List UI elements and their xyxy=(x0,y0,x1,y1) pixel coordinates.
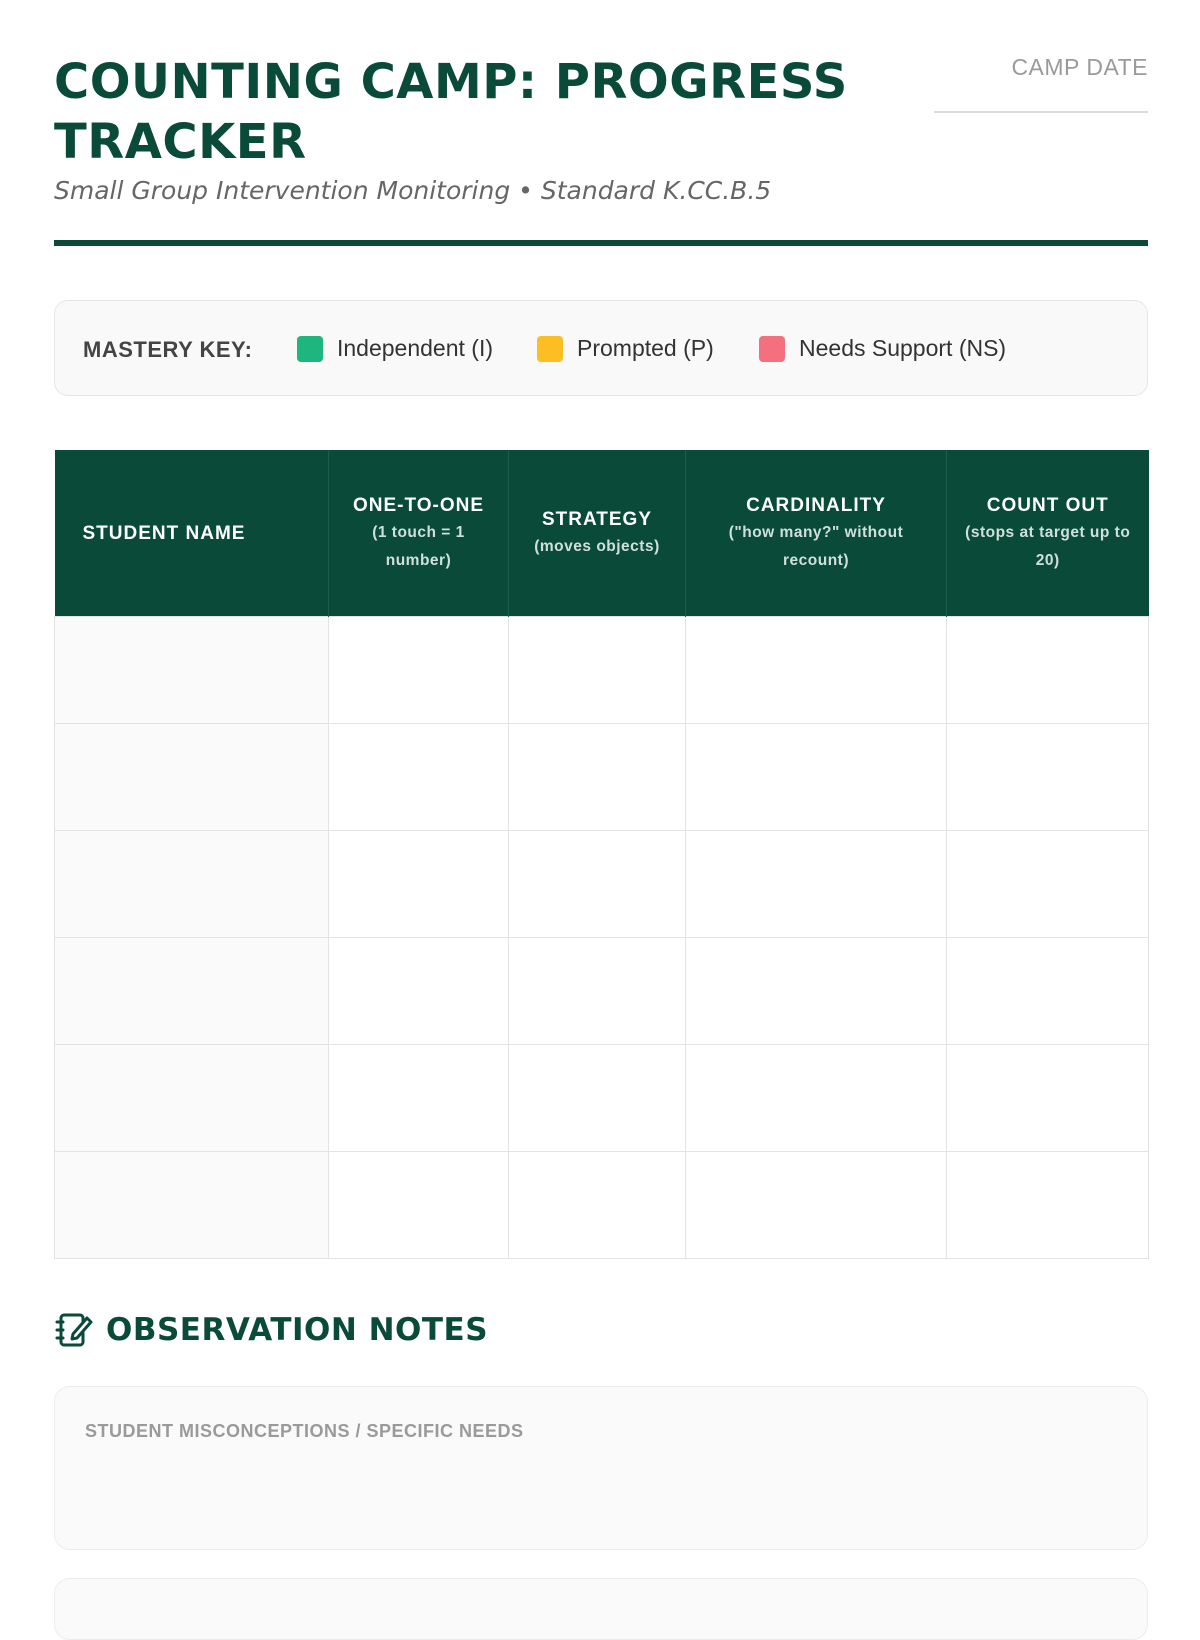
additional-notes-box[interactable] xyxy=(54,1578,1148,1640)
mastery-cell[interactable] xyxy=(686,1152,947,1259)
mastery-cell[interactable] xyxy=(947,724,1149,831)
mastery-cell[interactable] xyxy=(329,1152,509,1259)
mastery-cell[interactable] xyxy=(329,831,509,938)
mastery-cell[interactable] xyxy=(329,724,509,831)
mastery-cell[interactable] xyxy=(509,1152,686,1259)
key-item-prompted xyxy=(537,335,714,362)
key-item-independent xyxy=(297,335,493,362)
camp-date-label: CAMP DATE xyxy=(1011,54,1148,80)
mastery-cell[interactable] xyxy=(509,617,686,724)
prompted-swatch xyxy=(537,336,563,362)
column-title: COUNT OUT xyxy=(986,494,1109,516)
table-header-row xyxy=(55,450,1149,617)
notebook-pen-icon xyxy=(54,1310,94,1350)
student-name-cell[interactable] xyxy=(55,724,329,831)
table-body xyxy=(55,617,1149,1259)
column-subtitle: (moves objects) xyxy=(534,537,660,555)
column-header-count-out xyxy=(947,450,1149,617)
column-title: CARDINALITY xyxy=(746,494,886,516)
page-title: COUNTING CAMP: PROGRESS TRACKER xyxy=(54,54,848,170)
table-row xyxy=(55,1045,1149,1152)
column-title: STRATEGY xyxy=(541,508,653,530)
mastery-cell[interactable] xyxy=(947,1152,1149,1259)
worksheet-page xyxy=(54,0,1148,1441)
observation-header xyxy=(54,1310,488,1350)
column-header-cardinality xyxy=(686,450,947,617)
student-name-cell[interactable] xyxy=(55,1152,329,1259)
mastery-cell[interactable] xyxy=(686,724,947,831)
column-title: STUDENT NAME xyxy=(82,522,246,544)
observation-title: OBSERVATION NOTES xyxy=(106,1312,489,1348)
mastery-cell[interactable] xyxy=(686,1045,947,1152)
key-item-label: Independent (I) xyxy=(337,335,494,361)
mastery-cell[interactable] xyxy=(509,1045,686,1152)
header xyxy=(54,0,1148,246)
notes-label: STUDENT MISCONCEPTIONS / SPECIFIC NEEDS xyxy=(85,1421,524,1441)
column-subtitle: (1 touch = 1 number) xyxy=(372,523,465,569)
mastery-cell[interactable] xyxy=(947,1045,1149,1152)
mastery-cell[interactable] xyxy=(329,938,509,1045)
key-item-label: Prompted (P) xyxy=(577,335,714,361)
mastery-key xyxy=(54,300,1148,396)
camp-date-field[interactable] xyxy=(934,54,1148,113)
header-divider xyxy=(54,240,1148,246)
needs-support-swatch xyxy=(759,336,785,362)
mastery-cell[interactable] xyxy=(329,617,509,724)
mastery-cell[interactable] xyxy=(509,831,686,938)
column-header-one-to-one xyxy=(329,450,509,617)
mastery-cell[interactable] xyxy=(947,938,1149,1045)
mastery-cell[interactable] xyxy=(509,938,686,1045)
mastery-cell[interactable] xyxy=(686,617,947,724)
column-subtitle: (stops at target up to 20) xyxy=(965,523,1131,569)
column-header-student-name xyxy=(55,450,329,617)
key-item-label: Needs Support (NS) xyxy=(799,335,1007,361)
table-row xyxy=(55,724,1149,831)
mastery-key-label: MASTERY KEY: xyxy=(83,337,253,362)
progress-table xyxy=(54,450,1149,1259)
mastery-cell[interactable] xyxy=(686,938,947,1045)
table-row xyxy=(55,1152,1149,1259)
mastery-cell[interactable] xyxy=(509,724,686,831)
page-subtitle: Small Group Intervention Monitoring • Standard K.CC.B.5 xyxy=(54,176,772,205)
mastery-cell[interactable] xyxy=(947,831,1149,938)
mastery-cell[interactable] xyxy=(686,831,947,938)
mastery-cell[interactable] xyxy=(329,1045,509,1152)
camp-date-line[interactable] xyxy=(934,111,1148,113)
column-subtitle: ("how many?" without recount) xyxy=(728,523,904,569)
table-row xyxy=(55,938,1149,1045)
table-row xyxy=(55,831,1149,938)
student-name-cell[interactable] xyxy=(55,617,329,724)
student-name-cell[interactable] xyxy=(55,1045,329,1152)
mastery-cell[interactable] xyxy=(947,617,1149,724)
table-row xyxy=(55,617,1149,724)
column-header-strategy xyxy=(509,450,686,617)
misconceptions-notes-box[interactable] xyxy=(54,1386,1148,1550)
key-item-needs-support xyxy=(759,335,1006,362)
student-name-cell[interactable] xyxy=(55,938,329,1045)
student-name-cell[interactable] xyxy=(55,831,329,938)
column-title: ONE-TO-ONE xyxy=(352,494,485,516)
independent-swatch xyxy=(297,336,323,362)
